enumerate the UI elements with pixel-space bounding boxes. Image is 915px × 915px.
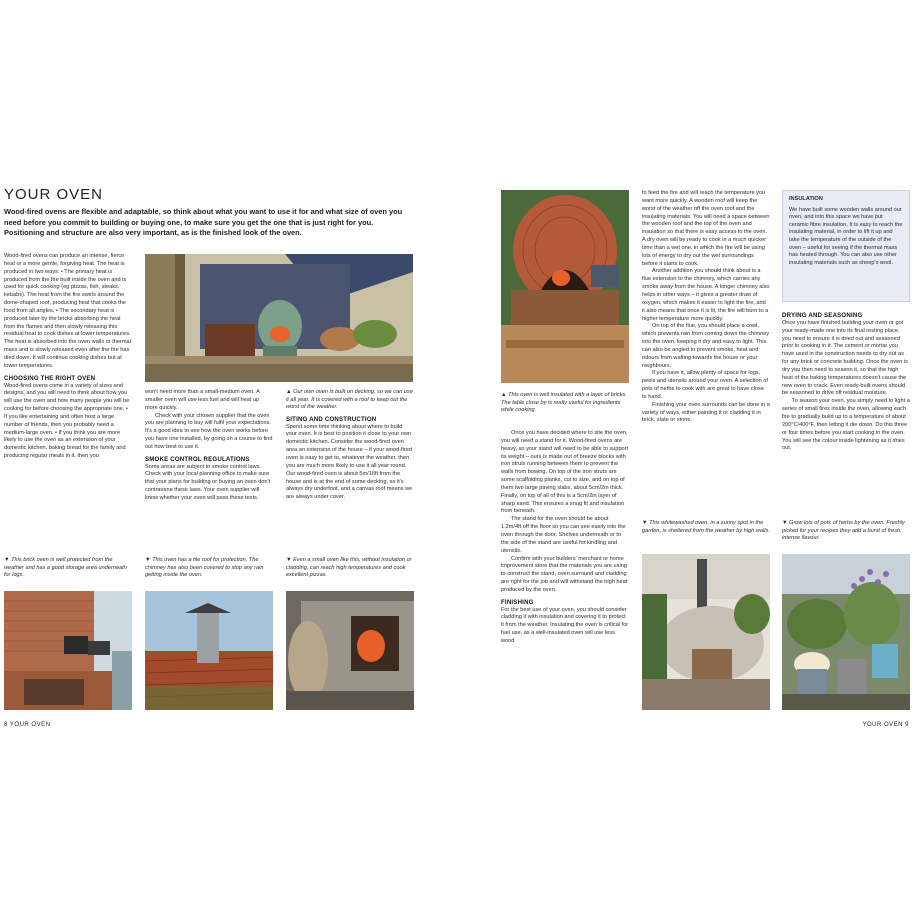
heading-finishing: FINISHING [501,598,534,606]
photo-herb-pots [782,554,910,710]
caption-decking-oven: ▲ Our own oven is built on decking, so we can use it all year. It is covered with a roof to keep out the worst of the weather. [286,389,413,411]
caption-herbs: ▼ Grow lots of pots of herbs by the oven. Freshly picked for your recipes they add a burst of fresh, intense flavour. [782,520,905,542]
heading-choosing-oven: CHOOSING THE RIGHT OVEN [4,374,96,382]
column-5-body-4: If you have it, allow plenty of space for logs, peels and utensils around your oven. A selection of pots of herbs to cook with are great to have close to hand. [642,370,768,400]
column-5-body-5: Finishing your oven surrounds can be done in a variety of ways, either painting it or cladding it in brick, slate or stone. [642,401,770,424]
photo-small-oven [286,591,414,710]
insulation-box-body: We have built some wooden walls around our oven, and into this space we have put ceramic fibre insulation. It is easy to reach the insulating material, in order to lift it up and take the temperature of the outside of the oven – useful for seeing if the thermal mass has heated through. You can also use other insulating materials such as sheep's wool. [789,206,903,266]
column-2 [145,389,273,503]
photo-tile-roof-oven [145,591,273,710]
photo-whitewashed-oven [642,554,770,710]
intro-paragraph: Wood-fired ovens are flexible and adaptable, so think about what you want to use it for and what size of oven you need before you commit to building or buying one, to make sure you get the one that is just right for you. Positioning and structure are also very important, as is the finished look of the oven. [4,207,403,238]
column-5-body-2: Another addition you should think about is a flue extension to the chimney, which carries any smoke away from the house. A longer chimney also helps in other ways – it gives a greater draw of oxygen, which makes it easier to light the fire, and it also means that once it is lit, the fire will burn to a higher temperature more quickly. [642,268,770,322]
column-5-body: to feed the fire and will reach the temperature you want more quickly. A wooden roof will keep the worst of the weather off the oven roof and the insulating materials. You will need a space between the wooden roof and the top of the oven and insulation so that there is easy access to the oven. A dry oven will be ready to cook in a much quicker time than a wet one, in which the fire will be using lots of energy to dry out the wet surroundings before it starts to cook. [642,190,770,267]
column-3 [286,389,414,502]
heading-siting-construction: SITING AND CONSTRUCTION [286,415,377,423]
heading-drying-seasoning: DRYING AND SEASONING [782,312,863,319]
column-1 [4,253,132,461]
column-5-body-3: On top of the flue, you should place a cowl, which prevents rain from coming down the chimney into the oven, keeping it dry and easy to light. This can also be angled to prevent smoke, heat and odours from wafting towards the house or your neighbours. [642,323,770,369]
column-4-body-2: The stand for the oven should be about 1.2m/4ft off the floor so you can see easily into the oven through the door. Shelves underneath or to the side of the stand are useful for kindling and utensils. [501,516,626,554]
column-4-body: Once you have decided where to site the oven, you will need a stand for it. Wood-fired ovens are heavy, so your stand will need to be able to support its weight – ours is made out of breeze blocks with iron struts running between them to prevent the walls from bowing. On top of the iron struts are some scaffolding planks, cut to size, and on top of them two large paving slabs, about 5cm/2in thick. Finally, on top of all of this is a 5cm/2in layer of sharp sand. This ensures a snug fit and insulation from beneath. [501,430,629,515]
heading-smoke-control: SMOKE CONTROL REGULATIONS [145,455,250,463]
column-4-body-4: For the best use of your oven, you should consider cladding it with insulation and covering it to protect it from the weather. Insulating the oven is critical for fuel use, as a well-insulated oven will use less wood [501,606,629,644]
column-1-top-text: Wood-fired ovens can produce an intense, fierce heat or a more gentle, forgiving heat. The heat is produced in two ways: • The primary heat is produced from the fire built inside the oven and is used for quick cooking (eg pizzas, fish, steaks, kebabs). The heat from the fire swirls around the dome-shaped roof, producing heat that cooks the food from all angles. • The secondary heat is produced later by the bricks absorbing the heat from the flames and then slowly releasing this residual heat to cook dishes at lower temperatures. The heat is absorbed into the oven walls or thermal mass and is slowly released even after the fire has died down. It will continue cooking dishes but at lower temperatures. [4,253,131,369]
insulation-box [782,190,910,302]
column-6-body-2: To season your oven, you simply need to light a series of small fires inside the oven, allowing each fire to gradually build up to a temperature of about 200°C/400°F, then letting it die down. Do this three or four times before you start cooking in the oven. You will see the colour inside lightening as it dries out. [782,398,910,452]
column-3-body: Spend some time thinking about where to build your oven. It is best to position it close to your own domestic kitchen. Consider the wood-fired oven area an extension of the house – if your wood-fired oven is easy to get to, whatever the weather, then you are much more likely to use it all year round. Our wood-fired oven is about 5m/16ft from the house and is at the end of some decking, so it's always dry underfoot, and a canvas roof means we are always under cover. [286,423,413,501]
photo-decking-oven [145,254,413,382]
footer-right-page-number: YOUR OVEN 9 [862,722,909,728]
column-6 [782,312,910,453]
photo-brick-oven [4,591,132,710]
column-4-body-3: Confirm with your builders' merchant or home improvement store that the materials you are using to construct the stand, oven surround and cladding are right for the job and will withstand the high heat produced by the oven. [501,555,628,593]
column-6-body: Once you have finished building your oven or got your ready-made one into its final resting place, you need to ensure it is dried out and seasoned prior to cooking in it. The cement or mortar you have used in the construction needs to dry out as for any brick or concrete building. Once the oven is dry you then need to season it, so that the high heat of the baking temperatures doesn't cause the new oven to crack. Even ready-built ovens should be seasoned to drive off residual moisture. [782,319,908,397]
caption-insulated-oven: ▲ This oven is well insulated with a layer of bricks. The table close by is really useful for ingredients while cooking. [501,392,627,414]
insulation-box-title: INSULATION [789,196,823,202]
column-4 [501,430,629,646]
column-1-body: Wood-fired ovens come in a variety of sizes and designs, and you will need to think about how you will use the oven and how many people you will be cooking for before choosing the appropriate one. • If you like entertaining and often host a large number of friends, then you probably need a medium-large oven. • If you think you are more likely to use the oven as an extension of your domestic kitchen, baking bread for the family and producing regular meals in it, then you [4,382,130,460]
caption-whitewashed-oven: ▼ This whitewashed oven, in a sunny spot in the garden, is sheltered from the weather by high walls. [642,520,770,534]
caption-small-oven: ▼ Even a small oven like this, without insulation or cladding, can reach high temperatures and cook excellent pizzas. [286,557,412,579]
photo-insulated-oven [501,190,629,383]
column-2-body-2: Check with your chosen supplier that the oven you are planning to buy will fulfil your expectations. It's a good idea to see how the oven works before you have one installed, by going on a course to find out how best to use it. [145,412,273,450]
page-title: YOUR OVEN [4,186,104,203]
caption-tile-roof-oven: ▼ This oven has a tile roof for protection. The chimney has also been covered to stop any rain getting inside the oven. [145,557,264,579]
footer-left-page-number: 8 YOUR OVEN [4,722,51,728]
column-2-body-3: Some areas are subject to smoke control laws. Check with your local planning office to make sure that your plans for building or buying an oven don't contravene these laws. Your oven supplier will know whether your oven will pass these tests. [145,463,271,501]
column-2-body: won't need more than a small-medium oven. A smaller oven will use less fuel and will heat up more quickly. [145,389,260,411]
column-5 [642,190,770,425]
caption-brick-oven: ▼ This brick oven is well protected from the weather and has a good storage area underneath for logs. [4,557,127,579]
